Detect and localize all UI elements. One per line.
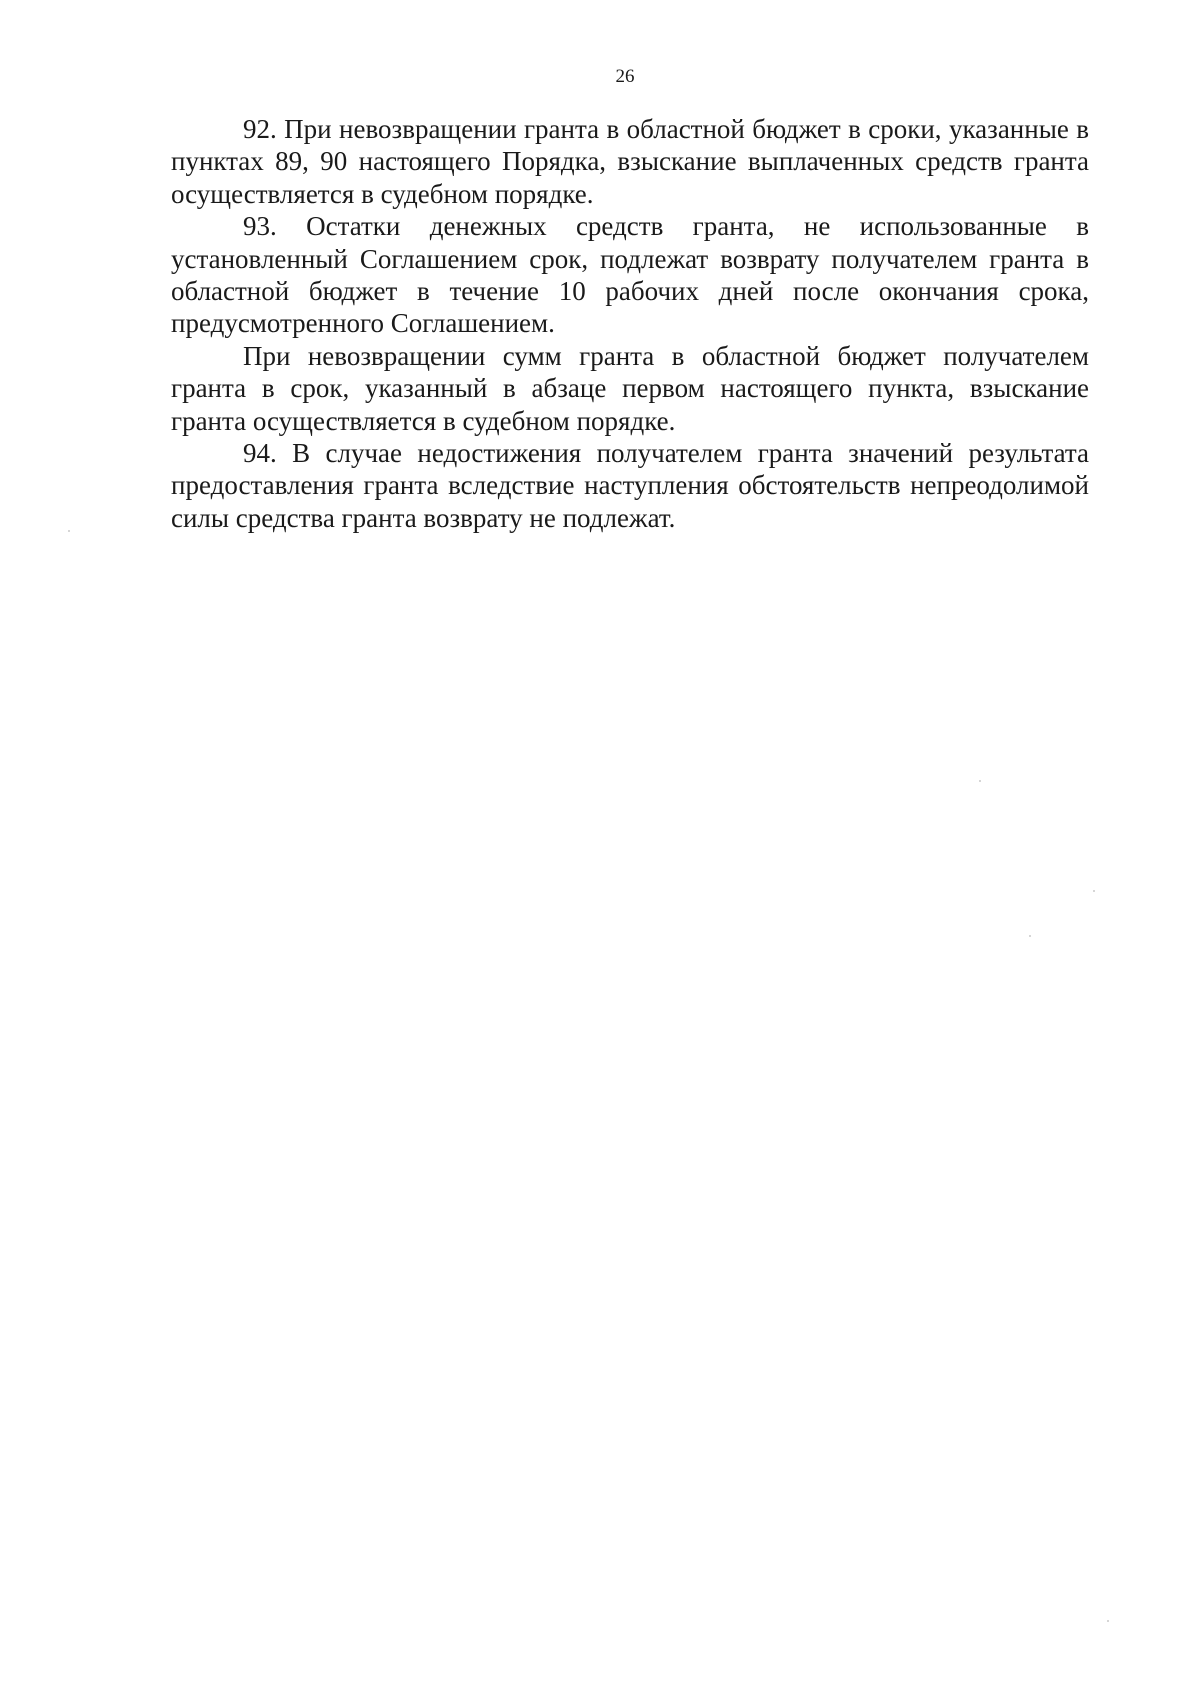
page-number: 26 bbox=[615, 66, 635, 87]
scan-speck bbox=[68, 530, 70, 532]
paragraph-94: 94. В случае недостижения получателем гранта значений результата предоставления гранта вследствие наступления обстоятельств непреодолимой силы средства гранта возврату не подлежат. bbox=[171, 438, 1089, 533]
scan-speck bbox=[1107, 1620, 1109, 1622]
document-body bbox=[171, 113, 1089, 534]
scan-speck bbox=[979, 780, 981, 782]
paragraph-93: 93. Остатки денежных средств гранта, не использованные в установленный Соглашением срок, подлежат возврату получателем гранта в областной бюджет в течение 10 рабочих дней после окончания срока, предусмотренного Соглашением. bbox=[171, 211, 1089, 339]
scan-speck bbox=[1093, 890, 1095, 892]
paragraph-92: 92. При невозвращении гранта в областной бюджет в сроки, указанные в пунктах 89, 90 настоящего Порядка, взыскание выплаченных средств гранта осуществляется в судебном порядке. bbox=[171, 114, 1089, 209]
scan-speck bbox=[1029, 935, 1031, 937]
paragraph-93-second: При невозвращении сумм гранта в областной бюджет получателем гранта в срок, указанный в абзаце первом настоящего пункта, взыскание гранта осуществляется в судебном порядке. bbox=[171, 340, 1089, 436]
